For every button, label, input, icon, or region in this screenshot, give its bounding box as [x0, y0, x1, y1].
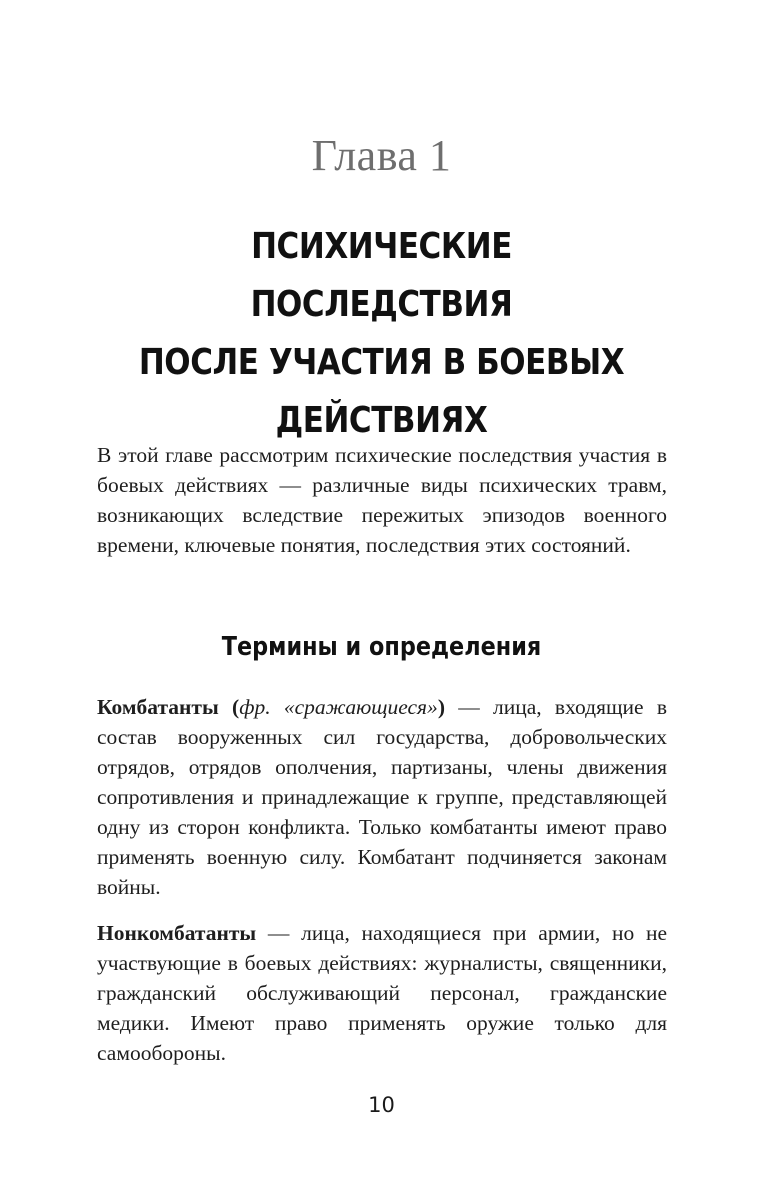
chapter-title-line: ПСИХИЧЕСКИЕ ПОСЛЕДСТВИЯ [250, 226, 513, 325]
chapter-title-line: ПОСЛЕ УЧАСТИЯ В БОЕВЫХ [138, 342, 625, 383]
definition-body: — лица, находящиеся при армии, но не участвующие в боевых действиях: журналисты, священники, гражданский обслуживающий персонал, гражданские медики. Имеют право применять оружие только для самообороны. [97, 921, 667, 1065]
definition-term: Комбатанты [97, 695, 219, 719]
chapter-title [122, 218, 641, 450]
definition-combatants [97, 692, 667, 902]
chapter-label: Глава 1 [311, 131, 452, 180]
definition-etymology: фр. «сражающиеся» [239, 695, 438, 719]
definition-term: Нонкомбатанты [97, 921, 257, 945]
intro-paragraph: В этой главе рассмотрим психические последствия участия в боевых действиях — различные виды психических травм, возникающих вследствие пережитых эпизодов военного времени, ключевые понятия, последствия этих состояний. [97, 443, 667, 557]
definition-noncombatants [97, 918, 667, 1068]
page-number: 10 [368, 1093, 395, 1117]
definition-paren-open: ( [218, 695, 240, 719]
chapter-title-line: ДЕЙСТВИЯХ [275, 400, 488, 441]
definition-paren-close: ) [437, 695, 445, 719]
section-heading: Термины и определения [221, 632, 542, 662]
definition-body: — лица, входящие в состав вооруженных сил государства, добровольческих отрядов, отрядов ополчения, партизаны, члены движения сопротивления и принадлежащие к группе, представляющей одну из сторон конфликта. Только комбатанты имеют право применять военную силу. Комбатант подчиняется законам войны. [97, 695, 667, 899]
